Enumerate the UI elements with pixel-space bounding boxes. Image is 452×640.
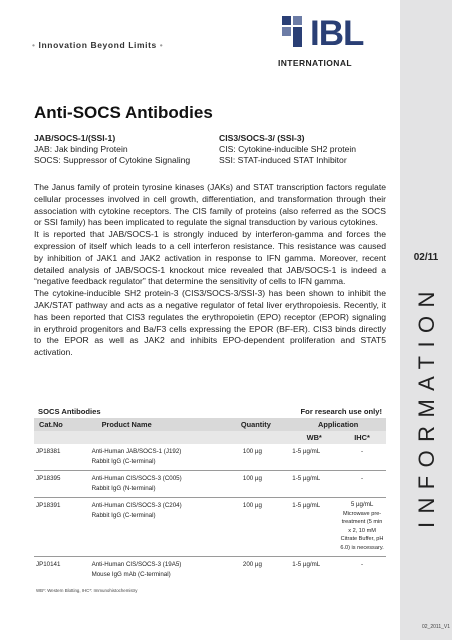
cell-product: Anti-Human JAB/SOCS-1 (J192) Rabbit IgG (C-terminal) (91, 448, 182, 465)
cell-ihc: - (361, 448, 364, 455)
ibl-logo (274, 10, 394, 70)
subheader-blank (90, 431, 241, 444)
intro-left-column (34, 133, 218, 165)
intro-right-column (219, 133, 395, 165)
tagline-dot-left: • (32, 40, 39, 50)
table-caption (34, 404, 386, 418)
cell-quantity: 100 µg (242, 448, 262, 455)
body-paragraph: It is reported that JAB/SOCS-1 is strongly induced by interferon-gamma and forces the expression of itself which leads to a cell interferon resistance. This resistance was caused by inhibition of JAK1 and JAK2 activation in response to IFN gamma. Moreover, recent detailed analysis of JAB/SOCS-1 knockout mice revealed that JAB/SOCS-1 is indeed a “negative feedback regulator” that determine the sensitivity of cells to IFN gamma. (34, 229, 386, 287)
cell-quantity: 100 µg (241, 471, 290, 498)
logo-blocks-icon (280, 14, 312, 50)
table-header-row (34, 418, 386, 431)
cell-cat: JP18391 (34, 498, 90, 557)
antibody-table-section (34, 404, 386, 593)
table-title: SOCS Antibodies (38, 407, 101, 416)
col-header-ihc: IHC* (338, 431, 386, 444)
cell-wb: 1-5 µg/mL (290, 471, 338, 498)
antibody-table (34, 418, 386, 583)
col-header-cat: Cat.No (34, 418, 90, 431)
intro-left-line1: JAB: Jak binding Protein (34, 143, 128, 154)
company-tagline (32, 40, 163, 50)
body-text (34, 182, 386, 359)
col-header-application: Application (290, 418, 386, 431)
cell-cat: JP10141 (34, 557, 90, 584)
cell-wb: 1-5 µg/mL (290, 498, 338, 557)
intro-right-line2: SSI: STAT-induced STAT Inhibitor (219, 154, 347, 165)
cell-quantity: 200 µg (241, 557, 290, 584)
subheader-blank (34, 431, 90, 444)
table-footnote: WB*: Western Blotting, IHC*: Immunohistochemistry (36, 588, 138, 593)
intro-left-heading: JAB/SOCS-1/(SSI-1) (34, 133, 116, 143)
body-paragraph: The Janus family of protein tyrosine kinases (JAKs) and STAT transcription factors regulate cellular processes involved in cell growth, differentiation, and transformation through their association with cytokine receptors. The CIS family of proteins (also referred as the SOCS or SSI family) has been implicated to regulate the signal transduction by various cytokines. (34, 182, 386, 228)
cell-wb: 1-5 µg/mL (290, 557, 338, 584)
cell-quantity: 100 µg (241, 498, 290, 557)
cell-cat: JP18381 (36, 448, 61, 455)
page-title: Anti-SOCS Antibodies (34, 103, 213, 122)
cell-cat: JP18395 (34, 471, 90, 498)
intro-left-line2: SOCS: Suppressor of Cytokine Signaling (34, 154, 191, 165)
cell-ihc: - (338, 471, 386, 498)
table-row (34, 557, 386, 584)
col-header-wb: WB* (290, 431, 338, 444)
subheader-blank (241, 431, 290, 444)
body-paragraph: The cytokine-inducible SH2 protein-3 (CIS3/SOCS-3/SSI-3) has been shown to inhibit the JAK/STAT pathway and acts as a negative regulator of fetal liver erythropoiesis. Recently, it has been reported that CIS3 regulates the erythropoietin (EPO) receptor (EPOR) signaling in erythroid progenitors and Ba/F3 cells expressing the EPOR (BF-ER). CIS3 binds directly to the EPOR as well as JAK2 and inhibits EPO-dependent proliferation and STAT5 activation. (34, 288, 386, 358)
tagline-text: Innovation Beyond Limits (38, 40, 157, 50)
research-use-note: For research use only! (300, 407, 382, 416)
logo-wordmark: IBL (310, 14, 364, 53)
document-code: 02_2011_V1 (422, 624, 450, 630)
cell-wb: 1-5 µg/mL (292, 448, 321, 455)
table-subheader-row (34, 431, 386, 444)
cell-product: Anti-Human CIS/SOCS-3 (19A5) Mouse IgG mAb (C-terminal) (90, 557, 241, 584)
logo-subtitle: INTERNATIONAL (278, 58, 352, 68)
intro-right-line1: CIS: Cytokine-inducible SH2 protein (219, 143, 357, 154)
cell-ihc: 5 µg/mL Microwave pre-treatment (5 min x 2, 10 mM Citrate Buffer, pH 6.0) is necessary. (338, 498, 386, 557)
tagline-dot-right: • (156, 40, 164, 50)
cell-product: Anti-Human CIS/SOCS-3 (C204) Rabbit IgG (C-terminal) (90, 498, 241, 557)
table-row (34, 498, 386, 557)
cell-ihc: - (338, 557, 386, 584)
col-header-quantity: Quantity (241, 418, 290, 431)
col-header-product: Product Name (90, 418, 241, 431)
issue-date: 02/11 (413, 252, 439, 263)
cell-product: Anti-Human CIS/SOCS-3 (C005) Rabbit IgG (N-terminal) (90, 471, 241, 498)
vertical-word: INFORMATION (414, 283, 439, 528)
intro-right-heading: CIS3/SOCS-3/ (SSI-3) (219, 133, 305, 143)
table-row (34, 444, 386, 471)
table-row (34, 471, 386, 498)
